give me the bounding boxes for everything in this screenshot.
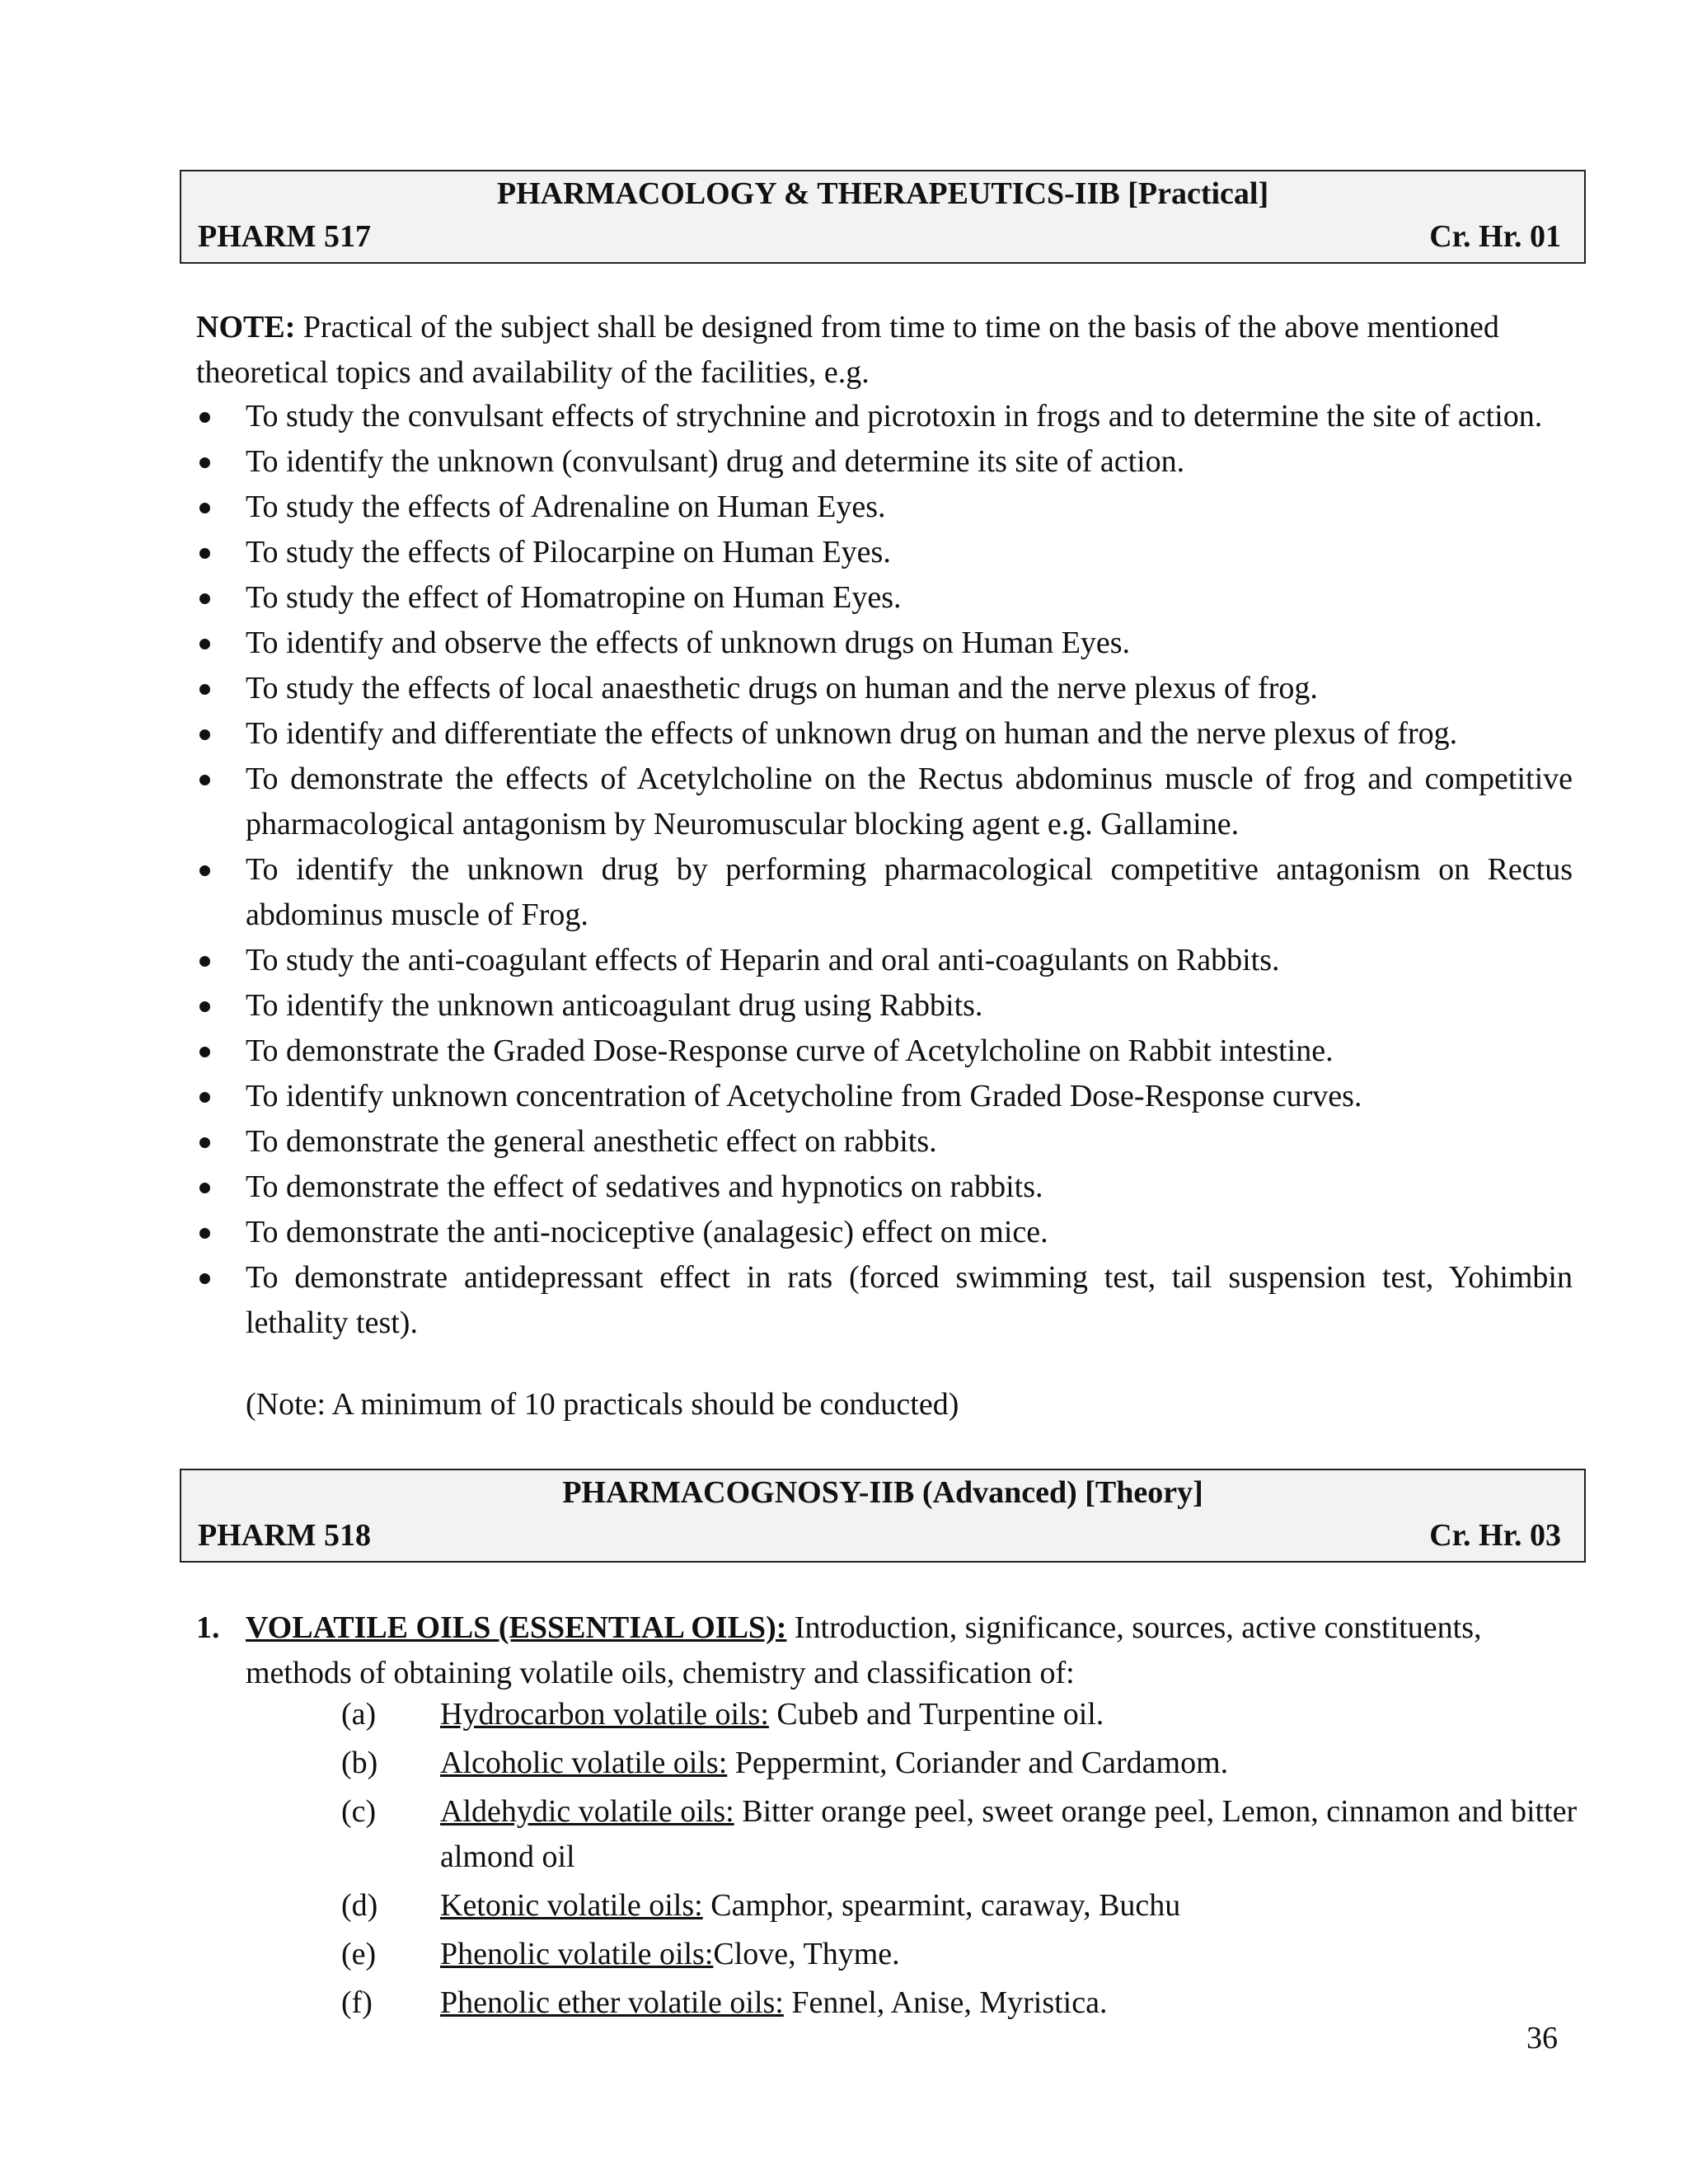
course-header-pharm-518 <box>180 1469 1586 1563</box>
credit-hours: Cr. Hr. 01 <box>1429 219 1561 254</box>
course-title: PHARMACOLOGY & THERAPEUTICS-IIB [Practical] <box>496 176 1269 211</box>
list-item: To demonstrate the general anesthetic effect on rabbits. <box>196 1119 1573 1165</box>
list-item: To demonstrate antidepressant effect in rats (forced swimming test, tail suspension test, Yohimbin lethality test). <box>196 1255 1573 1346</box>
minimum-practicals-note: (Note: A minimum of 10 practicals should be conducted) <box>246 1387 959 1422</box>
oil-examples: Cubeb and Turpentine oil. <box>768 1697 1104 1732</box>
list-item: To study the effects of Adrenaline on Human Eyes. <box>196 485 1573 530</box>
list-item: To identify and differentiate the effects of unknown drug on human and the nerve plexus of frog. <box>196 711 1573 757</box>
course-header-pharm-517 <box>180 170 1586 264</box>
oil-examples: Fennel, Anise, Myristica. <box>783 1985 1108 2020</box>
item-marker: (e) <box>341 1937 377 1971</box>
section-number: 1. <box>196 1610 220 1645</box>
page-number: 36 <box>1526 2021 1558 2055</box>
oil-examples: Peppermint, Coriander and Cardamom. <box>727 1746 1229 1780</box>
section-heading <box>196 1605 1573 1651</box>
note-text: Practical of the subject shall be designed from time to time on the basis of the above mentioned theoretical topics and availability of the facilities, e.g. <box>196 310 1499 390</box>
list-item: To study the effect of Homatropine on Human Eyes. <box>196 575 1573 621</box>
list-item: To study the convulsant effects of strychnine and picrotoxin in frogs and to determine the site of action. <box>196 394 1573 439</box>
list-item: To demonstrate the effect of sedatives and hypnotics on rabbits. <box>196 1165 1573 1210</box>
practicals-list <box>196 394 1573 1346</box>
list-item: To demonstrate the Graded Dose-Response curve of Acetylcholine on Rabbit intestine. <box>196 1029 1573 1074</box>
oil-class-name: Alcoholic volatile oils: <box>440 1746 728 1780</box>
oil-examples: Camphor, spearmint, caraway, Buchu <box>702 1888 1181 1923</box>
list-item <box>341 1741 1578 1786</box>
credit-hours: Cr. Hr. 03 <box>1429 1518 1561 1553</box>
list-item: To study the anti-coagulant effects of Heparin and oral anti-coagulants on Rabbits. <box>196 938 1573 983</box>
oil-class-name: Aldehydic volatile oils: <box>440 1794 734 1829</box>
list-item <box>341 1980 1578 2026</box>
oil-class-name: Ketonic volatile oils: <box>440 1888 703 1923</box>
list-item <box>341 1932 1578 1977</box>
list-item: To study the effects of Pilocarpine on Human Eyes. <box>196 530 1573 575</box>
list-item: To identify and observe the effects of unknown drugs on Human Eyes. <box>196 621 1573 666</box>
list-item: To identify the unknown drug by performing pharmacological competitive antagonism on Rectus abdominus muscle of Frog. <box>196 847 1573 938</box>
oil-class-name: Phenolic volatile oils: <box>440 1937 714 1971</box>
list-item <box>341 1789 1578 1880</box>
oil-examples: Bitter orange peel, sweet orange peel, Lemon, cinnamon and bitter almond oil <box>440 1794 1578 1874</box>
oil-class-name: Hydrocarbon volatile oils: <box>440 1697 769 1732</box>
section-intro: Introduction, significance, sources, active constituents, <box>786 1610 1482 1645</box>
list-item: To identify the unknown (convulsant) drug and determine its site of action. <box>196 439 1573 485</box>
list-item <box>341 1883 1578 1929</box>
item-marker: (a) <box>341 1697 377 1732</box>
course-title: PHARMACOGNOSY-IIB (Advanced) [Theory] <box>562 1475 1203 1510</box>
list-item: To identify unknown concentration of Acetycholine from Graded Dose-Response curves. <box>196 1074 1573 1119</box>
list-item: To demonstrate the anti-nociceptive (analagesic) effect on mice. <box>196 1210 1573 1255</box>
section-intro-continued: methods of obtaining volatile oils, chemistry and classification of: <box>246 1656 1075 1690</box>
note-paragraph <box>196 305 1573 396</box>
note-label: NOTE: <box>196 310 296 344</box>
item-marker: (f) <box>341 1985 373 2020</box>
list-item <box>341 1692 1578 1737</box>
list-item: To demonstrate the effects of Acetylcholine on the Rectus abdominus muscle of frog and competitive pharmacological antagonism by Neuromuscular blocking agent e.g. Gallamine. <box>196 757 1573 847</box>
volatile-oils-list <box>341 1692 1578 2029</box>
item-marker: (d) <box>341 1888 378 1923</box>
course-code: PHARM 517 <box>198 219 372 254</box>
item-marker: (c) <box>341 1794 377 1829</box>
oil-class-name: Phenolic ether volatile oils: <box>440 1985 784 2020</box>
section-title: VOLATILE OILS (ESSENTIAL OILS): <box>246 1610 787 1645</box>
oil-examples: Clove, Thyme. <box>713 1937 900 1971</box>
item-marker: (b) <box>341 1746 378 1780</box>
course-code: PHARM 518 <box>198 1518 372 1553</box>
list-item: To identify the unknown anticoagulant drug using Rabbits. <box>196 983 1573 1029</box>
list-item: To study the effects of local anaesthetic drugs on human and the nerve plexus of frog. <box>196 666 1573 711</box>
